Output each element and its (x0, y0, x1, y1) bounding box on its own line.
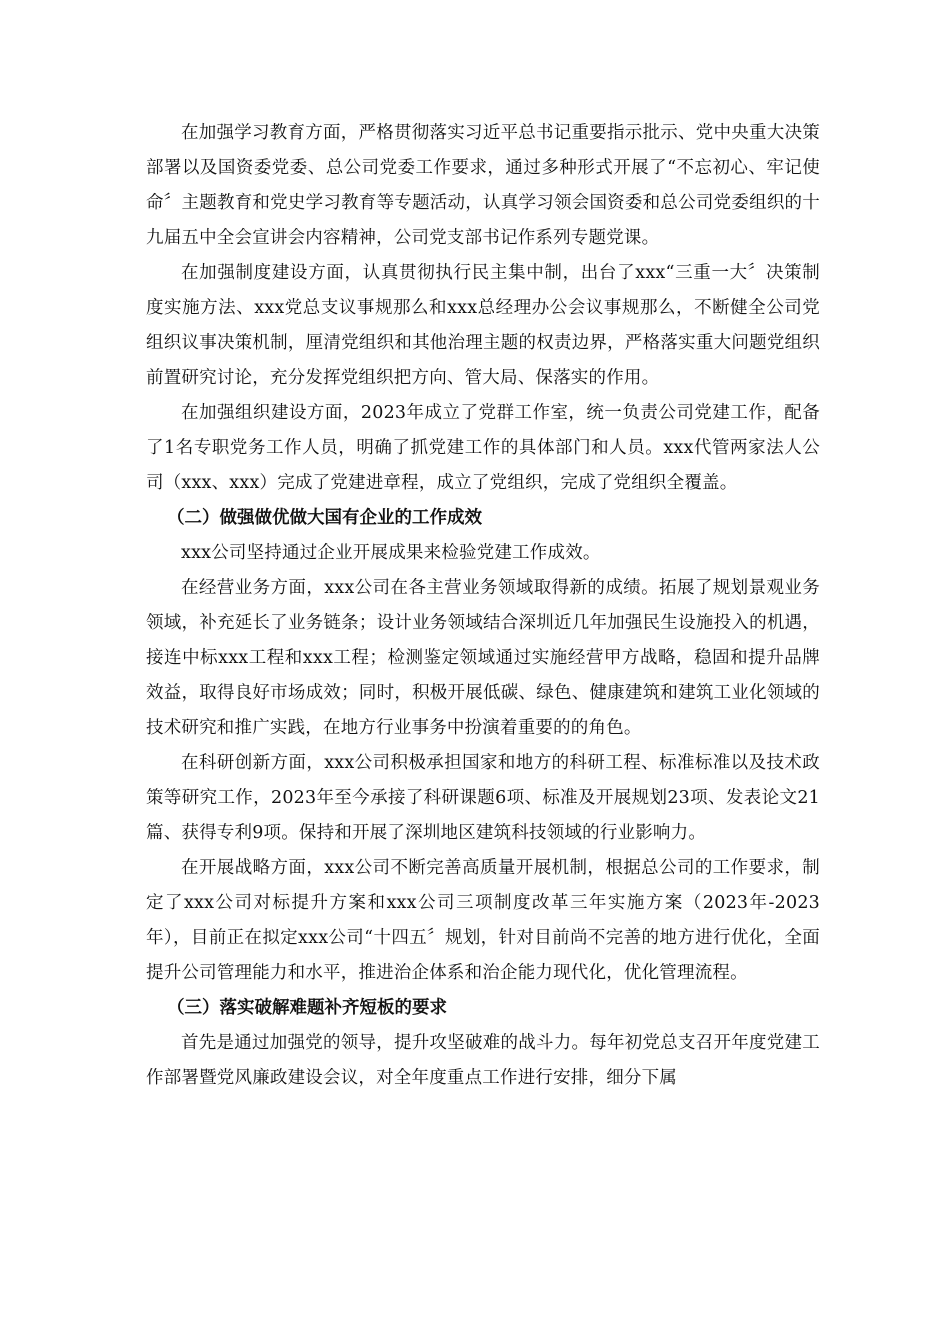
paragraph-study-education: 在加强学习教育方面，严格贯彻落实习近平总书记重要指示批示、党中央重大决策部署以及国资委党委、总公司党委工作要求，通过多种形式开展了“不忘初心、牢记使命〞主题教育和党史学习教育等专题活动，认真学习领会国资委和总公司党委组织的十九届五中全会宣讲会内容精神，公司党支部书记作系列专题党课。 (146, 123, 820, 248)
paragraph-research-innovation: 在科研创新方面，xxx公司积极承担国家和地方的科研工程、标准标准以及技术政策等研究工作，2023年至今承接了科研课题6项、标准及开展规划23项、发表论文21篇、获得专利9项。保持和开展了深圳地区建筑科技领域的行业影响力。 (146, 753, 820, 843)
section-heading-3: （三）落实破解难题补齐短板的要求 (167, 998, 447, 1018)
document-body (146, 116, 820, 1096)
paragraph-company-results: xxx公司坚持通过企业开展成果来检验党建工作成效。 (181, 543, 601, 563)
paragraph-business-operations: 在经营业务方面，xxx公司在各主营业务领域取得新的成绩。拓展了规划景观业务领域，补充延长了业务链条；设计业务领域结合深圳近几年加强民生设施投入的机遇，接连中标xxx工程和xxx工程；检测鉴定领域通过实施经营甲方战略，稳固和提升品牌效益，取得良好市场成效；同时，积极开展低碳、绿色、健康建筑和建筑工业化领域的技术研究和推广实践，在地方行业事务中扮演着重要的的角色。 (146, 578, 820, 738)
paragraph-organization-building: 在加强组织建设方面，2023年成立了党群工作室，统一负责公司党建工作，配备了1名专职党务工作人员，明确了抓党建工作的具体部门和人员。xxx代管两家法人公司（xxx、xxx）完成了党建进章程，成立了党组织，完成了党组织全覆盖。 (146, 403, 820, 493)
paragraph-system-building: 在加强制度建设方面，认真贯彻执行民主集中制，出台了xxx“三重一大〞决策制度实施方法、xxx党总支议事规那么和xxx总经理办公会议事规那么，不断健全公司党组织议事决策机制，厘清党组织和其他治理主题的权责边界，严格落实重大问题党组织前置研究讨论，充分发挥党组织把方向、管大局、保落实的作用。 (146, 263, 820, 388)
paragraph-party-leadership: 首先是通过加强党的领导，提升攻坚破难的战斗力。每年初党总支召开年度党建工作部署暨党风廉政建设会议，对全年度重点工作进行安排，细分下属 (146, 1033, 820, 1088)
paragraph-development-strategy: 在开展战略方面，xxx公司不断完善高质量开展机制，根据总公司的工作要求，制定了xxx公司对标提升方案和xxx公司三项制度改革三年实施方案（2023年-2023年），目前正在拟定xxx公司“十四五〞规划，针对目前尚不完善的地方进行优化，全面提升公司管理能力和水平，推进治企体系和治企能力现代化，优化管理流程。 (146, 858, 820, 983)
section-heading-2: （二）做强做优做大国有企业的工作成效 (167, 508, 482, 528)
